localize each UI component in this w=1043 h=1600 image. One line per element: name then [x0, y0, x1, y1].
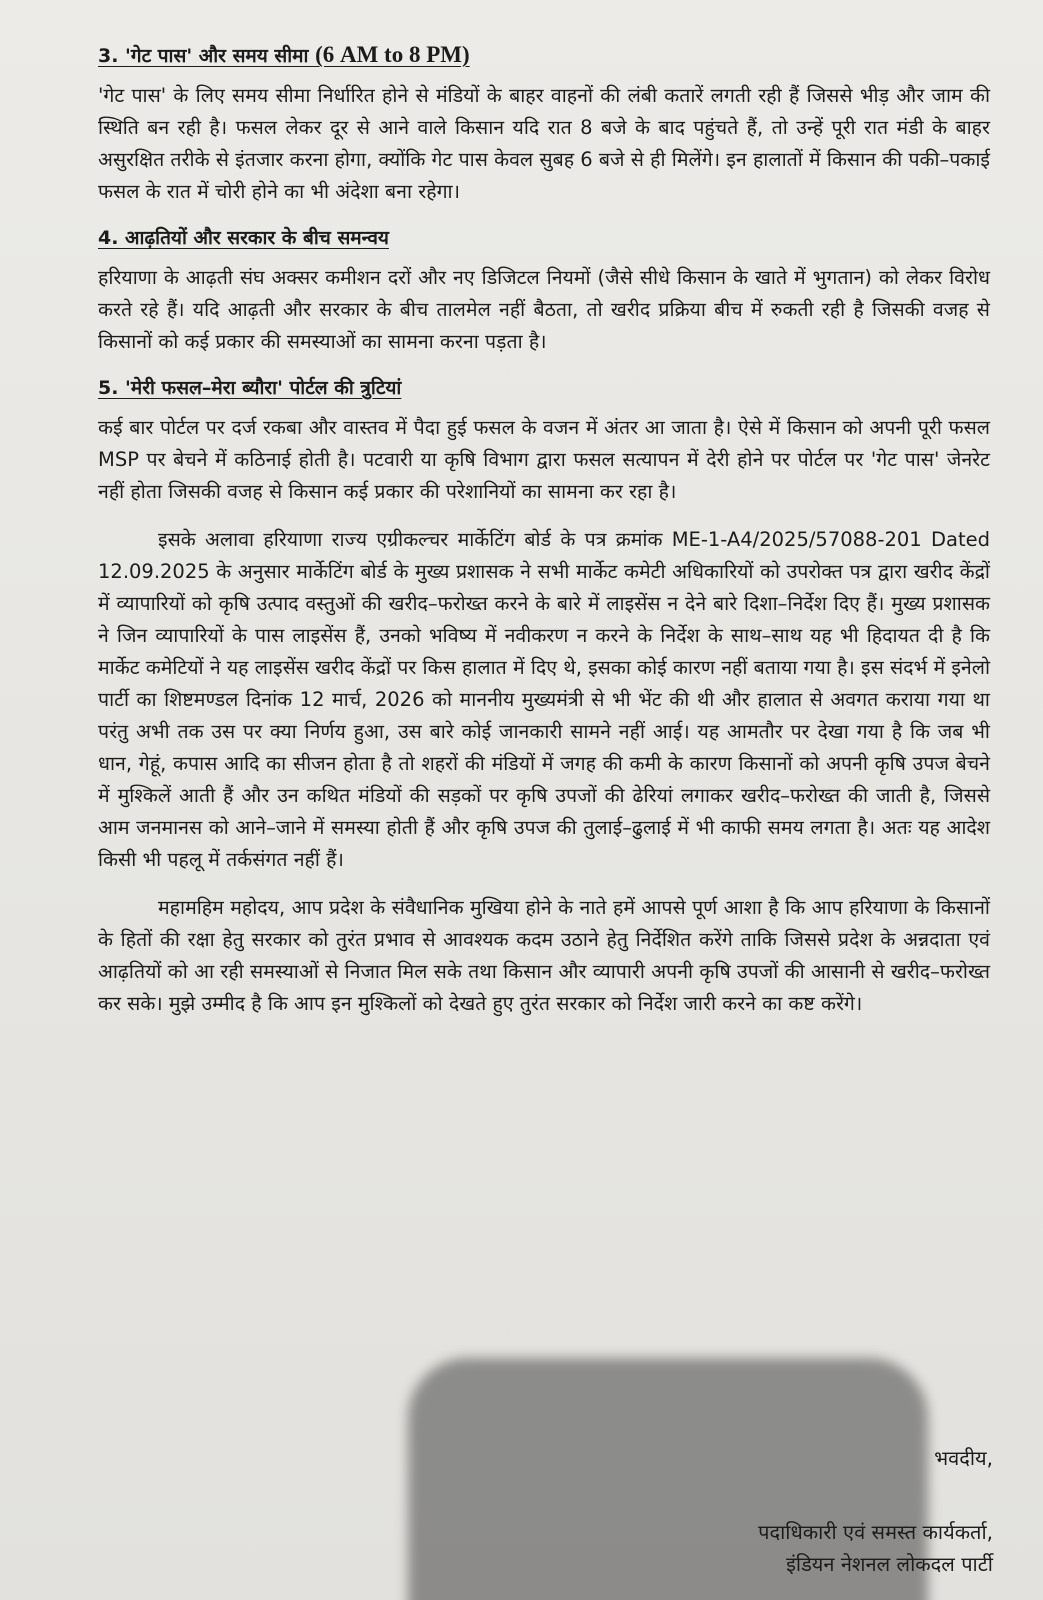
- section-4-heading: 4. आढ़तियों और सरकार के बीच समन्वय: [98, 227, 389, 249]
- section-4-body: हरियाणा के आढ़ती संघ अक्सर कमीशन दरों और नए डिजिटल नियमों (जैसे सीधे किसान के खाते में भुगतान) को लेकर विरोध करते रहे हैं। यदि आढ़ती और सरकार के बीच तालमेल नहीं बैठता, तो खरीद प्रक्रिया बीच में रुकती रही है जिसकी वजह से किसानों को कई प्रकार की समस्याओं का सामना करना पड़ता है।: [98, 266, 990, 353]
- section-3-heading-time: (6 AM to 8 PM): [315, 42, 470, 67]
- section-5-body: कई बार पोर्टल पर दर्ज रकबा और वास्तव में पैदा हुई फसल के वजन में अंतर आ जाता है। ऐसे में किसान को अपनी पूरी फसल MSP पर बेचने में कठिनाई होती है। पटवारी या कृषि विभाग द्वारा फसल सत्यापन में देरी होने पर पोर्टल पर 'गेट पास' जेनरेट नहीं होता जिसकी वजह से किसान कई प्रकार की परेशानियों का सामना कर रहा है।: [98, 416, 990, 503]
- request-paragraph: महामहिम महोदय, आप प्रदेश के संवैधानिक मुखिया होने के नाते हमें आपसे पूर्ण आशा है कि आप हरियाणा के किसानों के हितों की रक्षा हेतु सरकार को तुरंत प्रभाव से आवश्यक कदम उठाने हेतु निर्देशित करेंगे ताकि जिससे प्रदेश के अन्नदाता एवं आढ़तियों को आ रही समस्याओं से निजात मिल सके तथा किसान और व्यापारी अपनी कृषि उपजों की आसानी से खरीद–फरोख्त कर सके। मुझे उम्मीद है कि आप इन मुश्किलों को देखते हुए तुरंत सरकार को निर्देश जारी करने का कष्ट करेंगे।: [98, 896, 990, 1015]
- letter-body: [98, 42, 990, 1036]
- signatory-line-2: इंडियन नेशनल लोकदल पार्टी: [786, 1552, 993, 1576]
- section-3-heading-text: 3. 'गेट पास' और समय सीमा: [98, 45, 316, 67]
- signatory-line-1: पदाधिकारी एवं समस्त कार्यकर्ता,: [758, 1520, 993, 1544]
- section-5-heading: 5. 'मेरी फसल–मेरा ब्यौरा' पोर्टल की त्रुटियां: [98, 377, 402, 399]
- salutation: भवदीय,: [934, 1446, 993, 1470]
- signoff-block: [758, 1442, 993, 1580]
- main-paragraph: इसके अलावा हरियाणा राज्य एग्रीकल्चर मार्केटिंग बोर्ड के पत्र क्रमांक ME-1-A4/2025/57088-201 Dated 12.09.2025 के अनुसार मार्केटिंग बोर्ड के मुख्य प्रशासक ने सभी मार्केट कमेटी अधिकारियों को उपरोक्त पत्र द्वारा खरीद केंद्रों में व्यापारियों को कृषि उत्पाद वस्तुओं की खरीद–फरोख्त करने के बारे में लाइसेंस न देने बारे दिशा–निर्देश दिए हैं। मुख्य प्रशासक ने जिन व्यापारियों के पास लाइसेंस हैं, उनको भविष्य में नवीकरण न करने के निर्देश के साथ–साथ यह भी हिदायत दी है कि मार्केट कमेटियों ने यह लाइसेंस खरीद केंद्रों पर किस हालात में दिए थे, इसका कोई कारण नहीं बताया गया है। इस संदर्भ में इनेलो पार्टी का शिष्टमण्डल दिनांक 12 मार्च, 2026 को माननीय मुख्यमंत्री से भी भेंट की थी और हालात से अवगत कराया गया था परंतु अभी तक उस पर क्या निर्णय हुआ, उस बारे कोई जानकारी सामने नहीं आई। यह आमतौर पर देखा गया है कि जब भी धान, गेहूं, कपास आदि का सीजन होता है तो शहरों की मंडियों में जगह की कमी के कारण किसानों को अपनी कृषि उपज बेचने में मुश्किलें आती हैं और उन कथित मंडियों की सड़कों पर कृषि उपजों की ढेरियां लगाकर खरीद–फरोख्त की जाती है, जिससे आम जनमानस को आने–जाने में समस्या होती हैं और कृषि उपज की तुलाई–ढुलाई में भी काफी समय लगता है। अतः यह आदेश किसी भी पहलू में तर्कसंगत नहीं हैं।: [98, 528, 990, 871]
- section-3-heading: [98, 42, 990, 68]
- section-3-body: 'गेट पास' के लिए समय सीमा निर्धारित होने से मंडियों के बाहर वाहनों की लंबी कतारें लगती रही हैं जिससे भीड़ और जाम की स्थिति बन रही है। फसल लेकर दूर से आने वाले किसान यदि रात 8 बजे के बाद पहुंचते हैं, तो उन्हें पूरी रात मंडी के बाहर असुरक्षित तरीके से इंतजार करना होगा, क्योंकि गेट पास केवल सुबह 6 बजे से ही मिलेंगे। इन हालातों में किसान की पकी–पकाई फसल के रात में चोरी होने का भी अंदेशा बना रहेगा।: [98, 84, 990, 203]
